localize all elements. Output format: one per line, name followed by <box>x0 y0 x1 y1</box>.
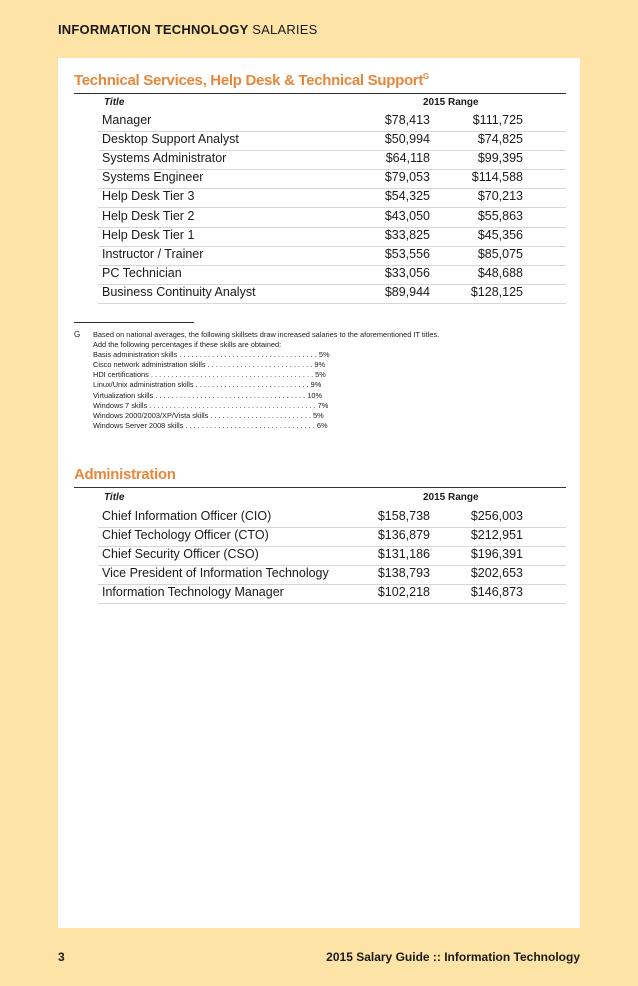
salary-title: Help Desk Tier 2 <box>102 208 195 223</box>
salary-title: Systems Administrator <box>102 151 227 166</box>
salary-title: Chief Techology Officer (CTO) <box>102 528 269 543</box>
table-row <box>98 546 566 566</box>
salary-low: $64,118 <box>385 151 430 166</box>
column-header-range: 2015 Range <box>423 97 479 108</box>
content-panel <box>58 58 580 928</box>
table-row <box>98 169 566 189</box>
column-header-title: Title <box>104 492 125 503</box>
section-title-text: Technical Services, Help Desk & Technical Support <box>74 72 424 89</box>
salary-low: $50,994 <box>384 132 430 147</box>
salary-low: $89,944 <box>384 284 430 299</box>
footnote-line: Based on national averages, the following skillsets draw increased salaries to the aforementioned IT titles. <box>93 330 440 339</box>
section-title-technical <box>74 72 429 89</box>
salary-title: Manager <box>102 113 152 127</box>
section-rule <box>74 93 566 94</box>
salary-high: $146,873 <box>470 585 523 600</box>
page-header <box>58 22 317 37</box>
salary-title: Vice President of Information Technology <box>102 566 329 581</box>
salary-high: $70,213 <box>477 189 523 204</box>
salary-high: $212,951 <box>470 528 523 543</box>
salary-low: $79,053 <box>384 170 430 185</box>
salary-high: $74,825 <box>477 132 523 147</box>
table-row <box>98 188 566 208</box>
table-row <box>98 265 566 285</box>
salary-high: $55,863 <box>477 208 523 223</box>
footnote-line: Virtualization skills . . . . . . . . . . . . . . . . . . . . . . . . . . . . . . . . . . . . . 10% <box>93 390 323 400</box>
salary-high: $45,356 <box>477 227 523 242</box>
footnote-line: Basis administration skills . . . . . . . . . . . . . . . . . . . . . . . . . . . . . . . . . . 5% <box>93 350 330 360</box>
footnote-line: Windows 2000/2003/XP/Vista skills . . . . . . . . . . . . . . . . . . . . . . . . . 5% <box>93 410 324 420</box>
salary-low: $33,825 <box>384 227 430 242</box>
table-row <box>98 527 566 547</box>
footnote-line: Windows 7 skills . . . . . . . . . . . . . . . . . . . . . . . . . . . . . . . . . . . . . . . . . 7% <box>93 400 329 410</box>
salary-title: Help Desk Tier 3 <box>102 189 195 204</box>
salary-high: $202,653 <box>470 566 523 581</box>
salary-low: $138,793 <box>377 566 430 581</box>
salary-title: Chief Information Officer (CIO) <box>102 509 272 523</box>
table-row <box>98 584 566 604</box>
salary-high: $48,688 <box>477 265 523 280</box>
salary-low: $131,186 <box>377 547 430 562</box>
salary-title: Chief Security Officer (CSO) <box>102 547 259 562</box>
table-row <box>98 508 566 528</box>
column-header-range: 2015 Range <box>423 492 479 503</box>
table-row <box>98 112 566 132</box>
footnote-marker: G <box>74 330 81 339</box>
salary-low: $136,879 <box>377 528 430 543</box>
section-title-administration: Administration <box>74 466 176 483</box>
salary-high: $114,588 <box>471 170 523 185</box>
salary-low: $54,325 <box>384 189 430 204</box>
section-superscript: G <box>423 72 429 81</box>
footer-guide-label: 2015 Salary Guide :: Information Technology <box>326 950 580 964</box>
footnote-line: HDI certifications . . . . . . . . . . . . . . . . . . . . . . . . . . . . . . . . . . . . . . . . 5% <box>93 370 326 380</box>
table-row <box>98 565 566 585</box>
salary-high: $111,725 <box>472 113 523 127</box>
salary-title: PC Technician <box>102 265 182 280</box>
salary-low: $78,413 <box>384 113 430 127</box>
table-row <box>98 131 566 151</box>
salary-low: $158,738 <box>377 509 430 523</box>
table-row <box>98 208 566 228</box>
footnote-line: Windows Server 2008 skills . . . . . . . . . . . . . . . . . . . . . . . . . . . . . . . . 6% <box>93 420 328 430</box>
column-header-title: Title <box>104 97 125 108</box>
salary-high: $256,003 <box>470 509 523 523</box>
footnote-line: Cisco network administration skills . . . . . . . . . . . . . . . . . . . . . . . . . . 9% <box>93 360 326 370</box>
salary-title: Information Technology Manager <box>102 585 284 600</box>
header-bold: INFORMATION TECHNOLOGY <box>58 22 249 37</box>
salary-low: $43,050 <box>384 208 430 223</box>
table-row <box>98 227 566 247</box>
page-number: 3 <box>58 950 65 964</box>
salary-low: $102,218 <box>377 585 430 600</box>
table-row <box>98 246 566 266</box>
section-rule <box>74 487 566 488</box>
salary-title: Instructor / Trainer <box>102 246 204 261</box>
salary-high: $99,395 <box>477 151 523 166</box>
salary-high: $196,391 <box>470 547 523 562</box>
table-row <box>98 284 566 304</box>
salary-title: Business Continuity Analyst <box>102 284 256 299</box>
salary-low: $33,056 <box>384 265 430 280</box>
footnote-line: Linux/Unix administration skills . . . . . . . . . . . . . . . . . . . . . . . . . . . . 9% <box>93 380 322 390</box>
salary-high: $85,075 <box>477 246 523 261</box>
footnote-text <box>93 330 563 431</box>
salary-low: $53,556 <box>384 246 430 261</box>
salary-title: Help Desk Tier 1 <box>102 227 195 242</box>
salary-high: $128,125 <box>470 284 523 299</box>
table-row <box>98 150 566 170</box>
footnote-line: Add the following percentages if these skills are obtained: <box>93 340 282 350</box>
header-rest: SALARIES <box>248 22 318 37</box>
salary-title: Desktop Support Analyst <box>102 132 239 147</box>
footnote-rule <box>74 322 194 323</box>
salary-title: Systems Engineer <box>102 170 204 185</box>
